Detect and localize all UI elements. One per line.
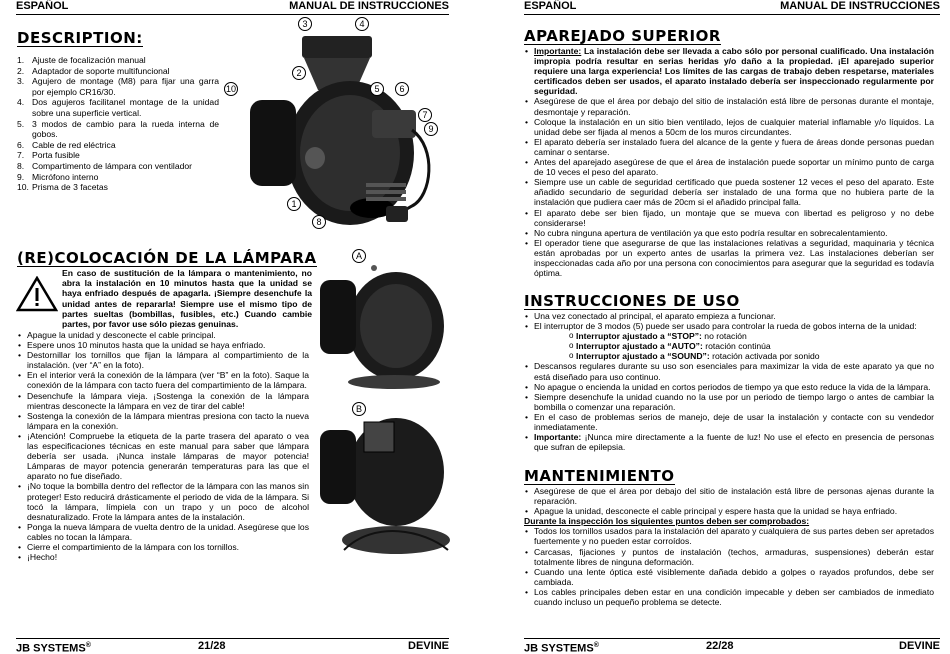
description-item xyxy=(17,172,219,183)
photo-b xyxy=(314,400,452,566)
item-number: 4. xyxy=(17,97,25,108)
lamp-step: • ¡No toque la bombilla dentro del reflector de la lámpara con las manos sin proteger! Esto reducirá drásticamente el periodo de vida de la lámpara. Si tocó la lámpara, límpiela con un trapo y un poco de alcohol desnaturalizado. Frote la lámpara antes de la instalación. xyxy=(17,481,309,521)
item-number: 1. xyxy=(17,55,25,65)
page-header xyxy=(16,0,449,15)
description-title: DESCRIPTION: xyxy=(17,29,143,47)
usage-item: • No apague o encienda la unidad en cortos periodos de tiempo ya que esto reduce la vida de la lámpara. xyxy=(524,382,934,392)
item-text: Dos agujeros facilitanel montage de la unidad sobre una superficie vertical. xyxy=(32,97,219,118)
item-number: 8. xyxy=(17,160,25,171)
description-item xyxy=(17,161,219,172)
mode-label: Interruptor ajustado a “AUTO”: xyxy=(576,341,703,352)
photo-b-label: B xyxy=(352,402,366,416)
item-text: Porta fusible xyxy=(32,150,80,161)
mode-text: rotación activada por sonido xyxy=(709,351,820,362)
item-text: Prisma de 3 facetas xyxy=(32,182,108,193)
usage-mode xyxy=(524,351,934,361)
page-22 xyxy=(475,0,950,654)
page-footer xyxy=(16,638,449,652)
item-number: 3. xyxy=(17,76,25,87)
callout-5: 5 xyxy=(370,82,384,96)
item-text: Ajuste de focalización manual xyxy=(32,55,146,65)
item-number: 6. xyxy=(17,139,25,150)
important-text: ¡Nunca mire directamente a la fuente de luz! No use el efecto en presencia de personas que sufran de epilepsia. xyxy=(534,432,934,453)
usage-item: • Siempre desenchufe la unidad cuando no la use por un periodo de tiempo largo o antes de cambiar la bombilla o comenzar una reparación. xyxy=(524,392,934,412)
usage-item: • Descansos regulares durante su uso son esenciales para maximizar la vida de este aparato ya que no está diseñado para uso continuo. xyxy=(524,361,934,381)
focus-knob xyxy=(305,147,325,169)
header-language: ESPAÑOL xyxy=(16,0,69,12)
lamp-step: • En el interior verá la conexión de la lámpara (ver “B” en la foto). Saque la conexión de la lámpara con tacto fuera del compartimiento de la lámpara. xyxy=(17,370,309,390)
mode-text: no rotación xyxy=(701,331,747,342)
usage-important xyxy=(524,432,934,452)
callout-10: 10 xyxy=(225,84,236,94)
lamp-step: • Ponga la nueva lámpara de vuelta dentro de la unidad. Asegúrese que los cables no tocan la lámpara. xyxy=(17,522,309,542)
lamp-step: • Destornillar los tornillos que fijan la lámpara al compartimiento de la instalación. (ver “A” en la foto). xyxy=(17,350,309,370)
footer-product: DEVINE xyxy=(408,640,449,652)
inspection-check: • Los cables principales deben estar en una condición impecable y deben ser cambiados de inmediato cuando incluso un pequeño problema se detecte. xyxy=(524,587,934,607)
rigging-list xyxy=(524,46,934,278)
footer-brand: JB SYSTEMS® xyxy=(524,642,599,654)
callout-4: 4 xyxy=(355,17,369,31)
lamp-step: • ¡Hecho! xyxy=(17,552,309,562)
item-text: Compartimento de lámpara con ventilador xyxy=(32,160,193,171)
footer-product: DEVINE xyxy=(899,640,940,652)
item-number: 2. xyxy=(17,65,25,76)
mode-label: Interruptor ajustado a “SOUND”: xyxy=(576,351,710,362)
usage-title: INSTRUCCIONES DE USO xyxy=(524,292,740,310)
item-number: 10. xyxy=(17,182,29,193)
usage-item: • En el caso de problemas serios de manejo, deje de usar la instalación y contacte con su vendedor inmediatamente. xyxy=(524,412,934,432)
lamp-step: • Espere unos 10 minutos hasta que la unidad se haya enfriado. xyxy=(17,340,309,350)
inspection-heading: Durante la inspección los siguientes puntos deben ser comprobados: xyxy=(524,516,810,527)
usage-mode xyxy=(524,331,934,341)
maintenance-item: • Asegúrese de que el área por debajo del sitio de instalación está libre de personas ajenas durante la reparación. xyxy=(524,486,934,506)
maintenance-list xyxy=(524,486,934,607)
callout-8: 8 xyxy=(312,215,326,229)
footer-page-number: 21/28 xyxy=(198,640,226,652)
page-footer xyxy=(524,638,940,652)
callout-2: 2 xyxy=(292,66,306,80)
item-text: Cable de red eléctrica xyxy=(32,139,116,150)
lamp-step: • Cierre el compartimiento de la lámpara con los tornillos. xyxy=(17,542,309,552)
description-item xyxy=(17,140,219,151)
callout-3: 3 xyxy=(298,17,312,31)
description-item xyxy=(17,182,219,193)
rigging-item: • Asegúrese de que el área por debajo del sitio de instalación está libre de personas durante el montaje, desmontaje y reparación. xyxy=(524,96,934,116)
footer-brand: JB SYSTEMS® xyxy=(16,642,91,654)
rigging-title: APAREJADO SUPERIOR xyxy=(524,27,721,45)
item-number: 7. xyxy=(17,150,25,161)
rigging-item: • Coloque la instalación en un sitio bien ventilado, lejos de cualquier material inflamable y/o líquidos. La unidad debe ser fijada al menos a 50cm de los muros circundantes. xyxy=(524,117,934,137)
lamp-step: • Apague la unidad y desconecte el cable principal. xyxy=(17,330,309,340)
description-item xyxy=(17,55,219,66)
item-text: Agujero de montage (M8) para fijar una garra por ejemplo CR16/30. xyxy=(32,76,219,97)
maintenance-item: • Apague la unidad, desconecte el cable principal y espere hasta que la unidad se haya enfriado. xyxy=(524,506,934,516)
description-list xyxy=(17,55,219,193)
callout-9: 9 xyxy=(424,122,438,136)
mode-label: Interruptor ajustado a “STOP”: xyxy=(576,331,702,342)
rigging-item: • El aparato debería ser instalado fuera del alcance de la gente y fuera de áreas donde personas puedan caminar o sentarse. xyxy=(524,137,934,157)
callout-7: 7 xyxy=(418,108,432,122)
mount-bracket xyxy=(302,36,372,58)
rigging-item: • El aparato debe ser bien fijado, un montaje que se mueva con libertad es peligroso y no debe considerarse! xyxy=(524,208,934,228)
lamp-step: • ¡Atención! Compruebe la etiqueta de la parte trasera del aparato o vea las especificaciones técnicas en este manual para saber que lámpara debería ser usada. ¡Nunca instale lámparas de mayor potencia! Lámparas de mayor potencia generarán temperaturas para las que el aparato no fue diseñado. xyxy=(17,431,309,481)
usage-mode xyxy=(524,341,934,351)
inspection-check: • Carcasas, fijaciones y puntos de instalación (techos, armaduras, suspensiones) deberán estar totalmente libres de ninguna deformación. xyxy=(524,547,934,567)
photo-a-label: A xyxy=(352,249,366,263)
rigging-important: • Importante: La instalación debe ser llevada a cabo sólo por personal cualificado. Una instalación impropia podría resultar en serias heridas y/o daño a la propiedad. ¡El aparejado superior requiere una larga experiencia! Los límites de las cargas de trabajo deben respetarse, materiales certificados deben ser usados, el aparato instalado debería ser inspeccionado regularmente por seguridad. xyxy=(524,46,934,96)
lamp-step: • Desenchufe la lámpara vieja. ¡Sostenga la conexión de la lámpara mientras desconecte la lámpara en vez de tirar del cable! xyxy=(17,391,309,411)
header-manual-title: MANUAL DE INSTRUCCIONES xyxy=(289,0,449,12)
maintenance-title: MANTENIMIENTO xyxy=(524,467,675,485)
item-text: 3 modos de cambio para la rueda interna de gobos. xyxy=(32,118,219,140)
item-text: Micrófono interno xyxy=(32,171,99,182)
item-text: Adaptador de soporte multifuncional xyxy=(32,65,170,76)
footer-page-number: 22/28 xyxy=(706,640,734,652)
mode-text: rotación continúa xyxy=(702,341,771,352)
description-item xyxy=(17,150,219,161)
lamp-title: (RE)COLOCACIÓN DE LA LÁMPARA xyxy=(17,249,317,267)
photo-a xyxy=(314,248,452,398)
usage-item: • Una vez conectado al principal, el aparato empieza a funcionar. xyxy=(524,311,934,321)
header-manual-title: MANUAL DE INSTRUCCIONES xyxy=(780,0,940,12)
prism-head xyxy=(250,100,296,186)
description-item xyxy=(17,97,219,118)
callout-6: 6 xyxy=(395,82,409,96)
item-number: 5. xyxy=(17,118,25,129)
usage-list xyxy=(524,311,934,452)
description-item xyxy=(17,119,219,140)
rigging-item: • No cubra ninguna apertura de ventilación ya que esto podría resultar en sobrecalentamiento. xyxy=(524,228,934,238)
usage-item: • El interruptor de 3 modos (5) puede ser usado para controlar la rueda de gobos interna de la unidad: xyxy=(524,321,934,331)
page-header xyxy=(524,0,940,15)
header-language: ESPAÑOL xyxy=(524,0,577,12)
rigging-item: • Antes del aparejado asegúrese de que el área de instalación puede soportar un mínimo punto de carga de 10 veces el peso del aparato. xyxy=(524,157,934,177)
inspection-check: • Todos los tornillos usados para la instalación del aparato y cualquiera de sus partes deben ser apretados fuertemente y no pueden estar corroídos. xyxy=(524,526,934,546)
description-item xyxy=(17,66,219,77)
rigging-item: • Siempre use un cable de seguridad certificado que pueda sostener 12 veces el peso del aparato. Este añadido secundario de seguridad debería ser instalado de una forma que no hubiera parte de la instalación que pudiera caer más de 20cm si el añadido principal falla. xyxy=(524,177,934,207)
lamp-steps xyxy=(17,330,309,562)
product-diagram xyxy=(222,18,444,232)
lamp-warning: En caso de sustitución de la lámpara o mantenimiento, no abra la instalación en 10 minutos hasta que la unidad se haya enfriado después de apagarla. ¡Siempre desenchufe la unidad antes de repararla! Siempre use el mismo tipo de partes sueltas (bombillas, fusibles, etc.) Cuando cambie partes, por favor use sólo piezas genuinas. xyxy=(62,268,312,330)
lamp-step: • Sostenga la conexión de la lámpara mientras presiona con tacto la nueva lámpara en la conexión. xyxy=(17,411,309,431)
important-label: Importante: xyxy=(534,432,582,443)
callout-1: 1 xyxy=(287,197,301,211)
inspection-check: • Cuando una lente óptica esté visiblemente dañada debido a golpes o rayados profundos, debe ser cambiada. xyxy=(524,567,934,587)
rigging-item: • El operador tiene que asegurarse de que las instalaciones relativas a seguridad, maquinaria y técnica están aprobadas por un experto antes de usarlas la primera vez. Las instalaciones deberían ser inspeccionadas cada año por una persona con conocimientos para asegurar que la seguridad es todavía óptima. xyxy=(524,238,934,278)
description-item xyxy=(17,76,219,97)
item-number: 9. xyxy=(17,171,25,182)
power-plug xyxy=(386,206,408,222)
